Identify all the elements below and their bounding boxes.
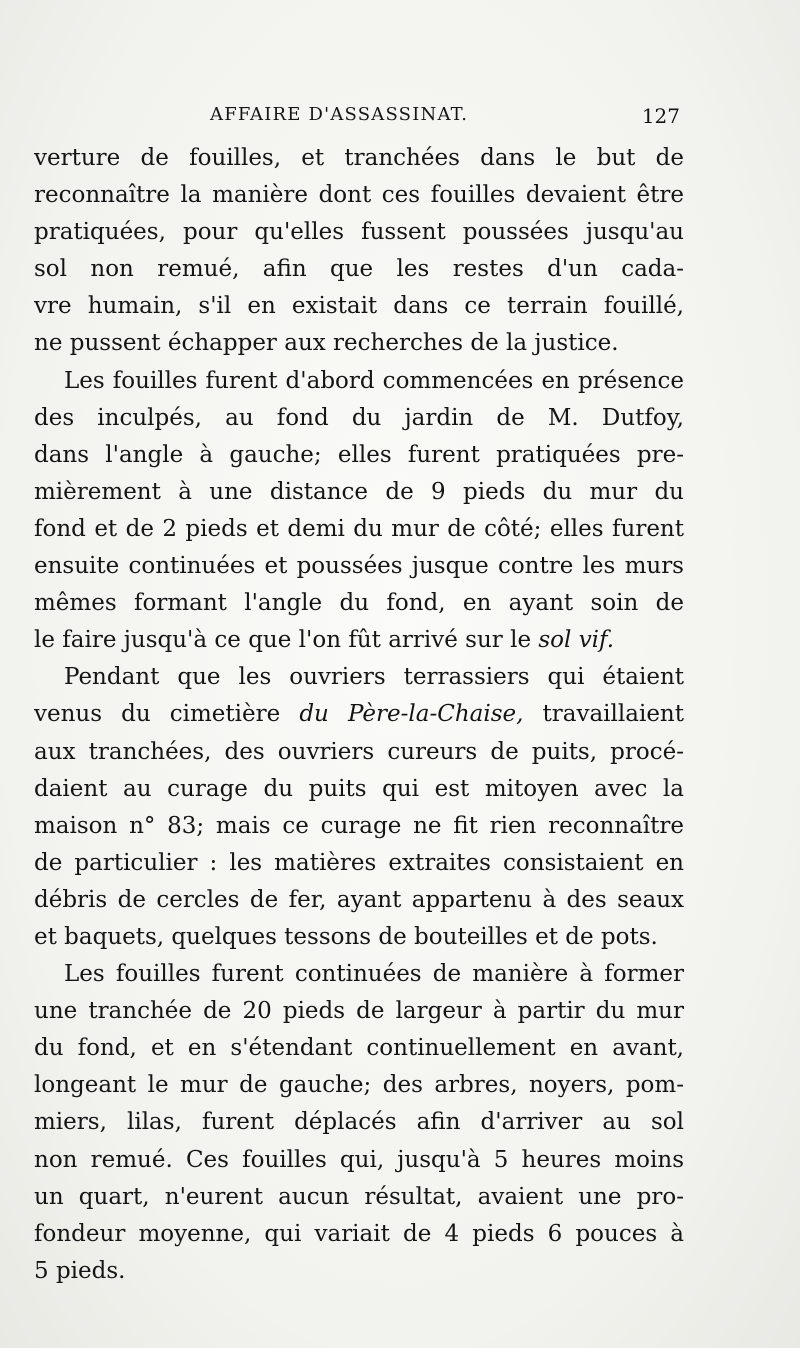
running-title: AFFAIRE D'ASSASSINAT. bbox=[210, 104, 469, 125]
text-line bbox=[34, 622, 684, 659]
text-line: mièrement à une distance de 9 pieds du mur du bbox=[34, 478, 684, 505]
text-line bbox=[34, 696, 684, 733]
text-line: verture de fouilles, et tranchées dans le but de bbox=[34, 145, 684, 171]
text-line: dans l'angle à gauche; elles furent pratiquées pre- bbox=[34, 441, 684, 468]
text-line: débris de cercles de fer, ayant appartenu à des seaux bbox=[34, 886, 684, 913]
text-span: travaillaient bbox=[523, 701, 684, 728]
text-line: un quart, n'eurent aucun résultat, avaient une pro- bbox=[34, 1183, 684, 1210]
text-line: vre humain, s'il en existait dans ce terrain fouillé, bbox=[34, 293, 684, 320]
text-line: de particulier : les matières extraites consistaient en bbox=[34, 849, 684, 876]
body-text bbox=[34, 140, 684, 1290]
text-line: Les fouilles furent d'abord commencées en présence bbox=[64, 367, 684, 394]
text-line: mêmes formant l'angle du fond, en ayant soin de bbox=[34, 590, 684, 617]
text-line: daient au curage du puits qui est mitoyen avec la bbox=[34, 775, 684, 802]
paragraph bbox=[34, 363, 684, 660]
italic-text: sol vif. bbox=[538, 627, 615, 654]
text-line: et baquets, quelques tessons de bouteilles et de pots. bbox=[34, 923, 658, 950]
page-number: 127 bbox=[641, 104, 680, 128]
text-line: non remué. Ces fouilles qui, jusqu'à 5 heures moins bbox=[34, 1146, 684, 1173]
paragraph bbox=[34, 140, 684, 363]
text-span: venus du cimetière bbox=[34, 701, 300, 728]
text-line: fond et de 2 pieds et demi du mur de côté; elles furent bbox=[34, 515, 684, 542]
text-line: miers, lilas, furent déplacés afin d'arriver au sol bbox=[34, 1109, 684, 1136]
text-line: Pendant que les ouvriers terrassiers qui étaient bbox=[64, 664, 684, 691]
text-line: du fond, et en s'étendant continuellement en avant, bbox=[34, 1035, 684, 1062]
text-span: le faire jusqu'à ce que l'on fût arrivé sur le bbox=[34, 627, 539, 654]
text-line: 5 pieds. bbox=[34, 1257, 126, 1284]
text-line: ne pussent échapper aux recherches de la justice. bbox=[34, 330, 619, 357]
text-line: pratiquées, pour qu'elles fussent poussées jusqu'au bbox=[34, 219, 684, 246]
text-line: longeant le mur de gauche; des arbres, noyers, pom- bbox=[34, 1072, 684, 1099]
paragraph bbox=[34, 659, 684, 956]
paragraph bbox=[34, 956, 684, 1290]
text-line: fondeur moyenne, qui variait de 4 pieds 6 pouces à bbox=[34, 1220, 684, 1247]
text-line: ensuite continuées et poussées jusque contre les murs bbox=[34, 553, 684, 580]
text-line: Les fouilles furent continuées de manière à former bbox=[64, 961, 684, 988]
text-line: maison n° 83; mais ce curage ne fit rien reconnaître bbox=[34, 812, 684, 839]
text-line: sol non remué, afin que les restes d'un cada- bbox=[34, 256, 684, 283]
italic-text: du Père-la-Chaise, bbox=[299, 701, 524, 728]
text-line: des inculpés, au fond du jardin de M. Dutfoy, bbox=[34, 404, 684, 431]
text-line: aux tranchées, des ouvriers cureurs de puits, procé- bbox=[34, 738, 684, 765]
text-line: une tranchée de 20 pieds de largeur à partir du mur bbox=[34, 998, 684, 1025]
text-line: reconnaître la manière dont ces fouilles devaient être bbox=[34, 182, 684, 209]
running-head bbox=[30, 104, 680, 134]
